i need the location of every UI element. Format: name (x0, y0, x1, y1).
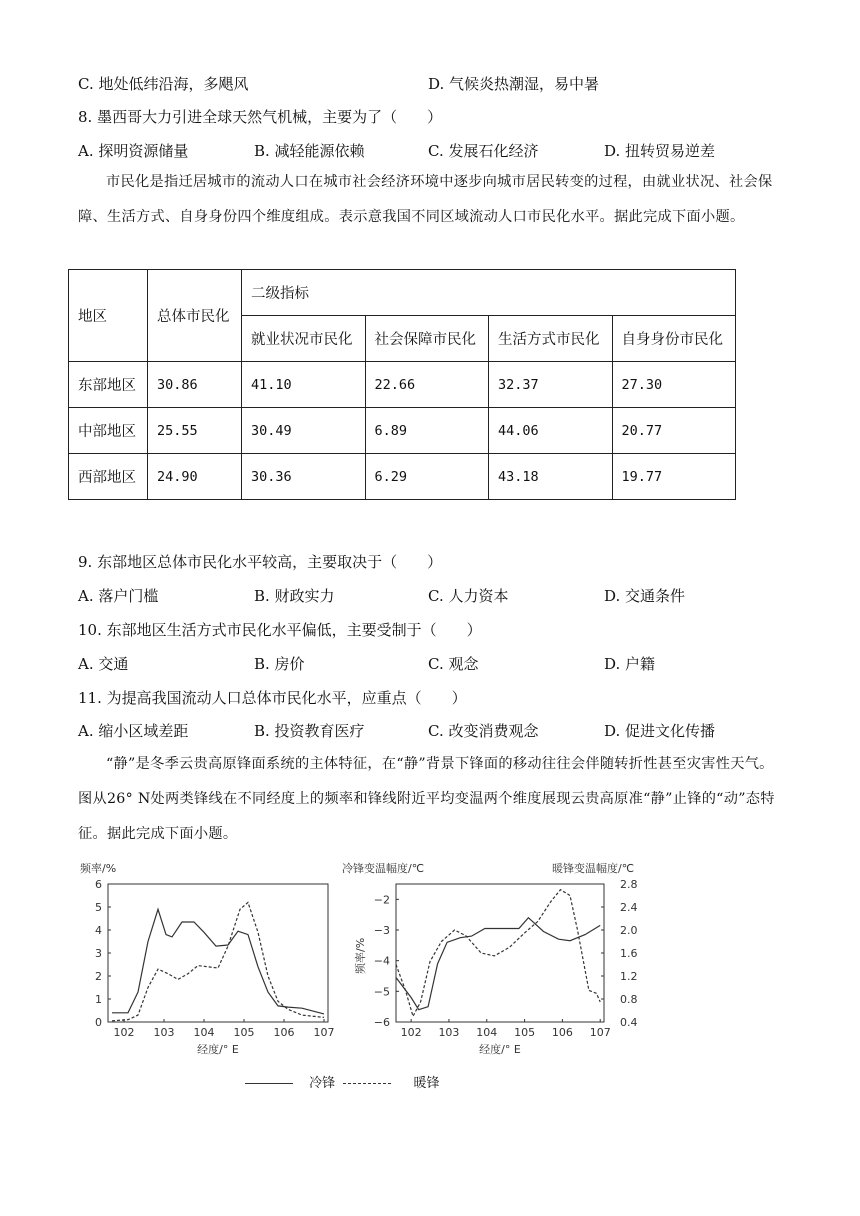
cell-value: 24.90 (148, 454, 242, 500)
y-tick-label: 6 (95, 878, 102, 891)
header-region: 地区 (69, 270, 148, 362)
q11-option-a: A. 缩小区域差距 (78, 722, 189, 740)
x-tick-label: 105 (233, 1026, 255, 1039)
q7-option-c: C. 地处低纬沿海，多飓风 (78, 75, 249, 93)
q8-option-c: C. 发展石化经济 (428, 142, 539, 160)
cell-value: 44.06 (489, 408, 613, 454)
cell-value: 27.30 (612, 362, 736, 408)
passage-stationary-front (78, 747, 778, 852)
passage-citizenization (78, 165, 778, 235)
cell-value: 25.55 (148, 408, 242, 454)
cell-value: 20.77 (612, 408, 736, 454)
legend-warm-front-label: 暖锋 (413, 1076, 440, 1091)
chart-legend (245, 1072, 439, 1091)
cold-front-line (396, 918, 600, 1010)
header-secondary: 二级指标 (242, 270, 736, 316)
x-tick-label: 107 (313, 1026, 335, 1039)
q10-stem: 10. 东部地区生活方式市民化水平偏低，主要受制于（ ） (78, 621, 482, 639)
x-tick-label: 106 (273, 1026, 295, 1039)
q9-option-a: A. 落户门槛 (78, 587, 159, 605)
x-tick-label: 102 (113, 1026, 135, 1039)
q7-option-d: D. 气候炎热潮湿，易中暑 (428, 75, 600, 93)
y-tick-label: 4 (95, 924, 102, 937)
y-axis-label: 频率/% (80, 862, 117, 875)
y-tick-label: 3 (95, 947, 102, 960)
frequency-chart (70, 858, 340, 1063)
x-tick-label: 104 (193, 1026, 215, 1039)
q10-option-b: B. 房价 (254, 655, 305, 673)
y-tick-label: 5 (95, 901, 102, 914)
header-identity: 自身身份市民化 (612, 316, 736, 362)
right-y-tick-label: 0.4 (620, 1016, 638, 1029)
y-tick-label: 0 (95, 1016, 102, 1029)
cell-region: 中部地区 (69, 408, 148, 454)
q9-stem: 9. 东部地区总体市民化水平较高，主要取决于（ ） (78, 553, 443, 571)
x-tick-label: 107 (589, 1026, 611, 1039)
plot-frame (396, 884, 604, 1022)
table-row (69, 362, 736, 408)
cell-value: 41.10 (242, 362, 366, 408)
citizenization-table (68, 269, 736, 500)
table-row (69, 454, 736, 500)
q8-stem: 8. 墨西哥大力引进全球天然气机械，主要为了（ ） (78, 108, 443, 126)
x-tick-label: 103 (438, 1026, 460, 1039)
left-y-tick-label: −4 (373, 954, 390, 968)
left-y-tick-label: −3 (373, 924, 390, 937)
cold-front-line (112, 909, 324, 1014)
q9-option-d: D. 交通条件 (604, 587, 686, 605)
x-axis-label: 经度/° E (479, 1043, 521, 1056)
left-axis-label: 冷锋变温幅度/℃ (342, 862, 425, 875)
cell-value: 6.89 (365, 408, 489, 454)
cell-region: 西部地区 (69, 454, 148, 500)
x-tick-label: 103 (153, 1026, 175, 1039)
header-social-security: 社会保障市民化 (365, 316, 489, 362)
plot-frame (108, 884, 328, 1022)
right-y-tick-label: 2.0 (620, 924, 638, 937)
legend-dashed-line (343, 1083, 391, 1084)
header-lifestyle: 生活方式市民化 (489, 316, 613, 362)
cell-value: 32.37 (489, 362, 613, 408)
left-y-tick-label: −6 (373, 1016, 390, 1029)
right-y-tick-label: 2.8 (620, 878, 638, 891)
q9-option-b: B. 财政实力 (254, 587, 335, 605)
left-y-tick-label: −5 (373, 985, 390, 999)
x-axis-label: 经度/° E (197, 1043, 239, 1056)
q8-option-b: B. 减轻能源依赖 (254, 142, 365, 160)
cell-value: 43.18 (489, 454, 613, 500)
table-row (69, 408, 736, 454)
temperature-change-chart (340, 858, 670, 1063)
header-employment: 就业状况市民化 (242, 316, 366, 362)
q11-option-c: C. 改变消费观念 (428, 722, 539, 740)
q10-option-d: D. 户籍 (604, 655, 656, 673)
legend-cold-front-label: 冷锋 (309, 1076, 336, 1091)
q8-option-d: D. 扭转贸易逆差 (604, 142, 716, 160)
q11-stem: 11. 为提高我国流动人口总体市民化水平，应重点（ ） (78, 689, 467, 707)
x-tick-label: 105 (514, 1026, 536, 1039)
passage-citizenization-text: 市民化是指迁居城市的流动人口在城市社会经济环境中逐步向城市居民转变的过程，由就业状况、社会保障、生活方式、自身身份四个维度组成。表示意我国不同区域流动人口市民化水平。据此完成下面小题。 (78, 174, 773, 225)
cell-value: 30.36 (242, 454, 366, 500)
x-tick-label: 106 (551, 1026, 573, 1039)
right-y-tick-label: 0.8 (620, 993, 638, 1006)
x-tick-label: 102 (400, 1026, 422, 1039)
q11-option-b: B. 投资教育医疗 (254, 722, 365, 740)
cell-value: 30.49 (242, 408, 366, 454)
left-y-tick-label: −2 (373, 893, 390, 907)
cell-value: 6.29 (365, 454, 489, 500)
x-tick-label: 104 (476, 1026, 498, 1039)
cell-value: 22.66 (365, 362, 489, 408)
cell-region: 东部地区 (69, 362, 148, 408)
right-y-tick-label: 1.2 (620, 970, 638, 983)
right-axis-label: 暖锋变温幅度/℃ (552, 862, 635, 875)
warm-front-line (396, 890, 600, 1017)
passage-stationary-front-text: “静”是冬季云贵高原锋面系统的主体特征，在“静”背景下锋面的移动往往会伴随转折性甚至灾害性天气。图从26° N处两类锋线在不同经度上的频率和锋线附近平均变温两个维度展现云贵高原准“静”止锋的“动”态特征。据此完成下面小题。 (78, 756, 775, 842)
q9-option-c: C. 人力资本 (428, 587, 509, 605)
q8-option-a: A. 探明资源储量 (78, 142, 189, 160)
q10-option-c: C. 观念 (428, 655, 479, 673)
right-y-tick-label: 2.4 (620, 901, 638, 914)
header-total: 总体市民化 (148, 270, 242, 362)
y-tick-label: 1 (95, 993, 102, 1006)
y-tick-label: 2 (95, 970, 102, 983)
cell-value: 19.77 (612, 454, 736, 500)
right-y-tick-label: 1.6 (620, 947, 638, 960)
q10-option-a: A. 交通 (78, 655, 129, 673)
cell-value: 30.86 (148, 362, 242, 408)
legend-solid-line (245, 1083, 293, 1084)
q11-option-d: D. 促进文化传播 (604, 722, 716, 740)
inner-axis-label: 频率/% (354, 937, 367, 974)
